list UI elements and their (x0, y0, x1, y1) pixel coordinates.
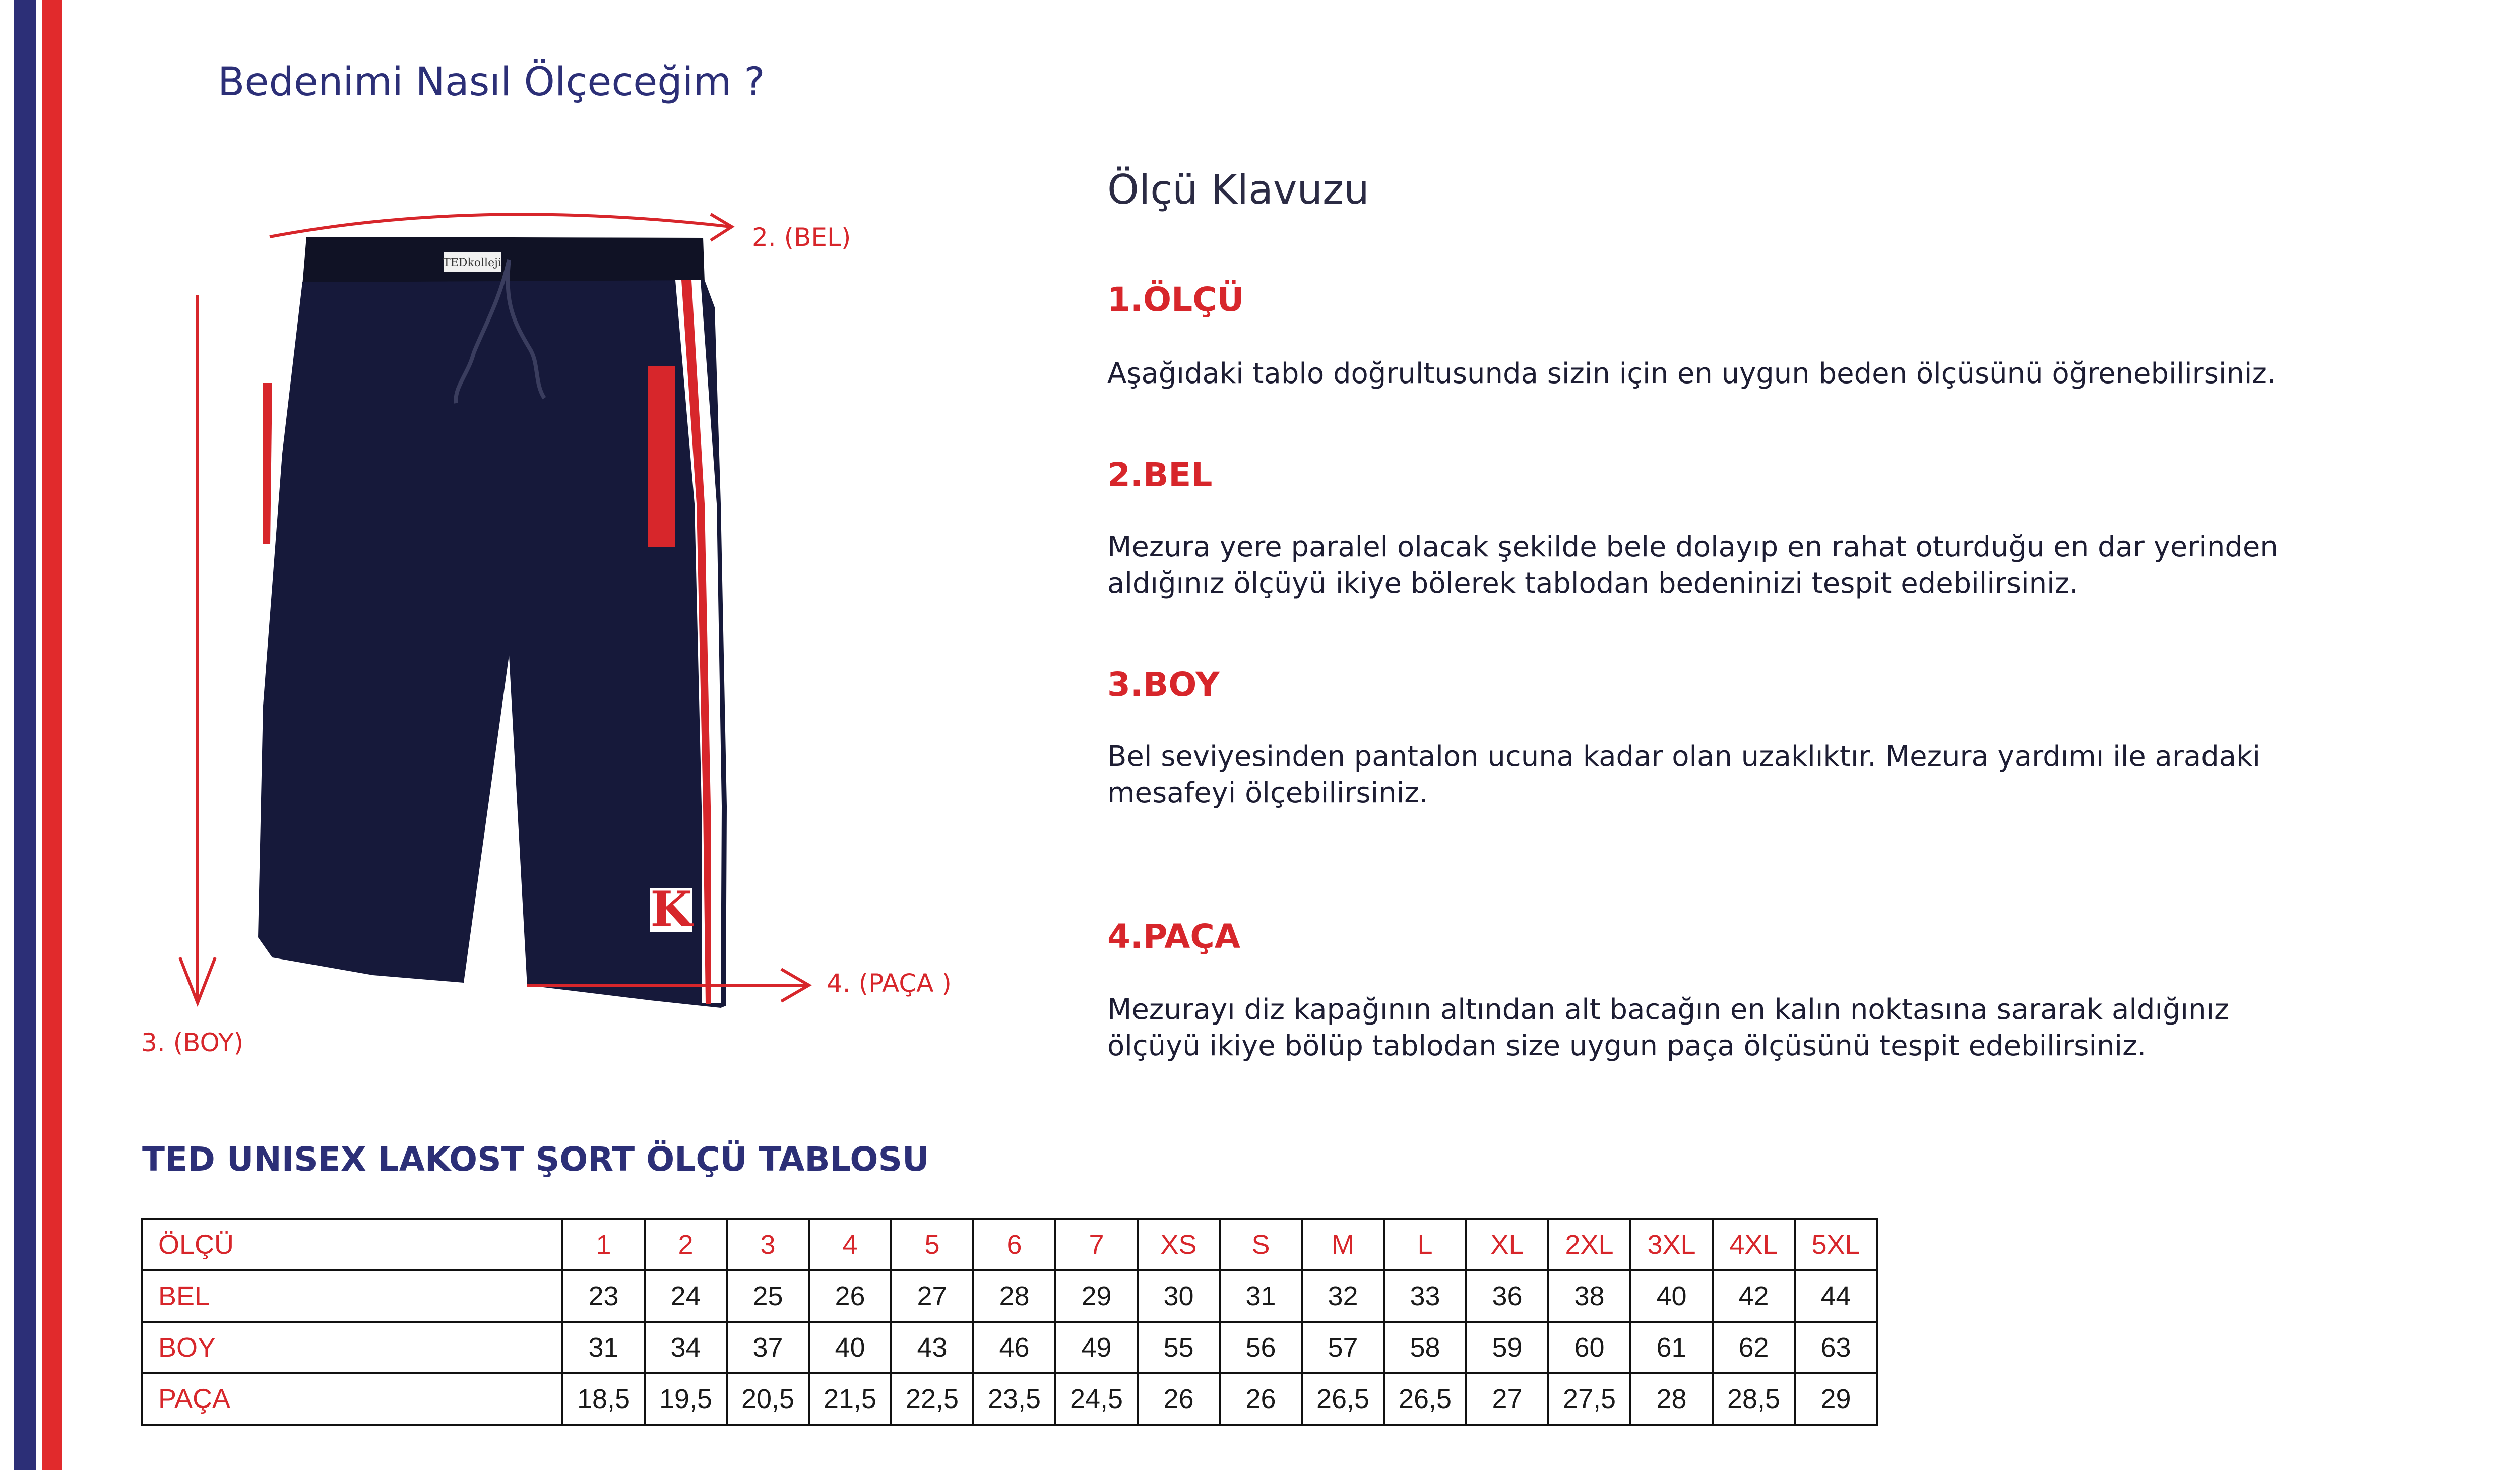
table-cell: 28 (1630, 1373, 1713, 1425)
table-cell: XL (1466, 1219, 1548, 1270)
table-row (142, 1322, 1877, 1373)
table-cell: 28 (973, 1270, 1055, 1322)
table-row (142, 1373, 1877, 1425)
bel-arrow (270, 214, 731, 237)
table-cell: 23,5 (973, 1373, 1055, 1425)
table-cell: 29 (1055, 1270, 1138, 1322)
table-cell: 40 (809, 1322, 891, 1373)
table-cell: 26 (1220, 1373, 1302, 1425)
table-cell: 3 (727, 1219, 809, 1270)
section-bel-heading: 2.BEL (1107, 456, 1213, 494)
section-boy-text: Bel seviyesinden pantalon ucuna kadar olan uzaklıktır. Mezura yardımı ile aradaki mesafeyi ölçebilirsiniz. (1107, 740, 2261, 809)
table-cell: 22,5 (891, 1373, 973, 1425)
table-cell: 20,5 (727, 1373, 809, 1425)
bel-arrowhead (711, 214, 732, 240)
row-label: BOY (142, 1322, 562, 1373)
table-cell: 2 (645, 1219, 727, 1270)
table-cell: M (1302, 1219, 1384, 1270)
bel-label: 2. (BEL) (752, 223, 851, 252)
tag-text: TEDkolleji (443, 257, 501, 269)
table-cell: 31 (562, 1322, 645, 1373)
table-cell: 26,5 (1384, 1373, 1466, 1425)
size-table-title: TED UNISEX LAKOST ŞORT ÖLÇÜ TABLOSU (142, 1140, 929, 1179)
table-cell: XS (1138, 1219, 1220, 1270)
table-cell: 27,5 (1548, 1373, 1630, 1425)
row-label: ÖLÇÜ (142, 1219, 562, 1270)
section-paca-text: Mezurayı diz kapağının altından alt bacağın en kalın noktasına sararak aldığınız ölçüyü ikiye bölüp tablodan size uygun paça ölçüsünü tespit edebilirsiniz. (1107, 993, 2229, 1062)
table-cell: S (1220, 1219, 1302, 1270)
k-logo-icon: K (650, 881, 692, 938)
left-red-accent (263, 383, 272, 544)
table-cell: 3XL (1630, 1219, 1713, 1270)
section-paca-heading: 4.PAÇA (1107, 917, 1240, 956)
table-cell: 1 (562, 1219, 645, 1270)
table-cell: 62 (1713, 1322, 1795, 1373)
table-cell: 18,5 (562, 1373, 645, 1425)
table-cell: 44 (1795, 1270, 1877, 1322)
table-cell: 42 (1713, 1270, 1795, 1322)
size-table (141, 1218, 1878, 1426)
section-olcu-heading: 1.ÖLÇÜ (1107, 280, 1244, 319)
table-cell: 49 (1055, 1322, 1138, 1373)
table-cell: 32 (1302, 1270, 1384, 1322)
table-cell: 63 (1795, 1322, 1877, 1373)
table-cell: 33 (1384, 1270, 1466, 1322)
table-cell: 4 (809, 1219, 891, 1270)
table-cell: 19,5 (645, 1373, 727, 1425)
table-cell: 5 (891, 1219, 973, 1270)
table-cell: 7 (1055, 1219, 1138, 1270)
table-cell: 26 (1138, 1373, 1220, 1425)
table-cell: 59 (1466, 1322, 1548, 1373)
table-cell: 43 (891, 1322, 973, 1373)
table-cell: 60 (1548, 1322, 1630, 1373)
table-cell: 28,5 (1713, 1373, 1795, 1425)
table-row (142, 1219, 1877, 1270)
table-cell: 36 (1466, 1270, 1548, 1322)
boy-label: 3. (BOY) (141, 1028, 244, 1057)
section-bel-text: Mezura yere paralel olacak şekilde bele dolayıp en rahat oturduğu en dar yerinden aldığınız ölçüyü ikiye bölerek tablodan bedeninizi tespit edebilirsiniz. (1107, 531, 2278, 600)
section-boy-heading: 3.BOY (1107, 665, 1220, 704)
table-cell: 24,5 (1055, 1373, 1138, 1425)
page-title: Bedenimi Nasıl Ölçeceğim ? (218, 59, 765, 105)
table-cell: 5XL (1795, 1219, 1877, 1270)
table-cell: 57 (1302, 1322, 1384, 1373)
table-cell: 61 (1630, 1322, 1713, 1373)
table-cell: 30 (1138, 1270, 1220, 1322)
table-cell: 24 (645, 1270, 727, 1322)
table-cell: 27 (1466, 1373, 1548, 1425)
pocket-red-patch (648, 366, 675, 547)
shorts-illustration (0, 0, 1008, 1109)
table-cell: 4XL (1713, 1219, 1795, 1270)
table-cell: 25 (727, 1270, 809, 1322)
table-cell: 23 (562, 1270, 645, 1322)
section-olcu-text: Aşağıdaki tablo doğrultusunda sizin için en uygun beden ölçüsünü öğrenebilirsiniz. (1107, 357, 2276, 390)
table-cell: L (1384, 1219, 1466, 1270)
table-cell: 56 (1220, 1322, 1302, 1373)
table-cell: 46 (973, 1322, 1055, 1373)
guide-title: Ölçü Klavuzu (1107, 166, 1369, 213)
table-cell: 26,5 (1302, 1373, 1384, 1425)
table-cell: 26 (809, 1270, 891, 1322)
paca-label: 4. (PAÇA ) (827, 969, 952, 998)
table-cell: 27 (891, 1270, 973, 1322)
table-cell: 55 (1138, 1322, 1220, 1373)
row-label: BEL (142, 1270, 562, 1322)
table-cell: 34 (645, 1322, 727, 1373)
table-row (142, 1270, 1877, 1322)
table-cell: 2XL (1548, 1219, 1630, 1270)
table-cell: 38 (1548, 1270, 1630, 1322)
table-cell: 37 (727, 1322, 809, 1373)
table-cell: 40 (1630, 1270, 1713, 1322)
table-cell: 58 (1384, 1322, 1466, 1373)
row-label: PAÇA (142, 1373, 562, 1425)
table-cell: 6 (973, 1219, 1055, 1270)
table-cell: 21,5 (809, 1373, 891, 1425)
table-cell: 29 (1795, 1373, 1877, 1425)
table-cell: 31 (1220, 1270, 1302, 1322)
